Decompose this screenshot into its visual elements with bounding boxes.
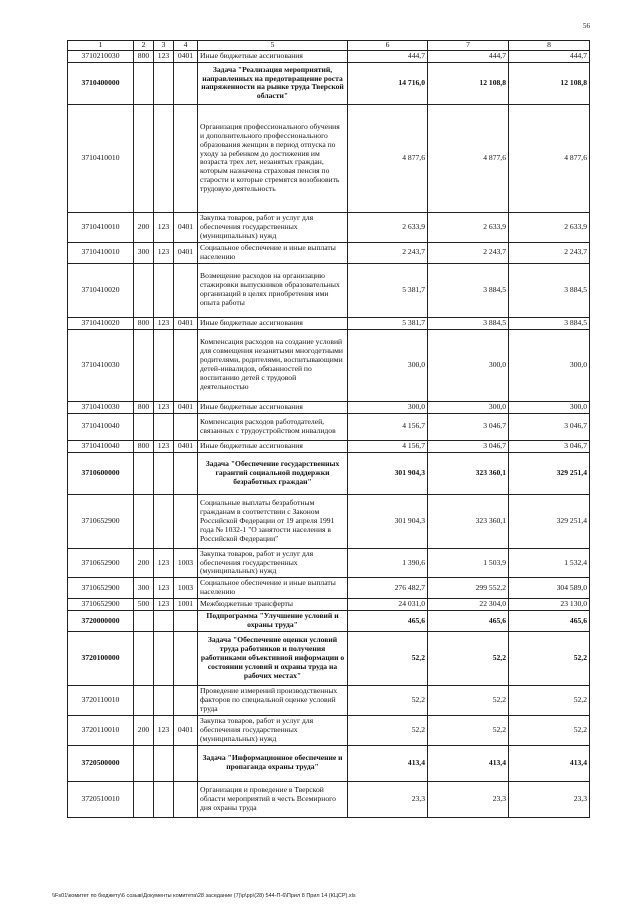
cell-amount-year1: 4 156,7 [348, 440, 428, 452]
cell-amount-year2: 23,3 [428, 781, 509, 817]
budget-table [67, 40, 590, 818]
cell-expense-type: 200 [134, 716, 154, 746]
cell-expense-type [134, 686, 154, 716]
cell-name: Иные бюджетные ассигнования [198, 317, 348, 329]
cell-amount-year3: 4 877,6 [509, 104, 590, 212]
cell-amount-year2: 413,4 [428, 745, 509, 781]
cell-amount-year3: 23,3 [509, 781, 590, 817]
cell-section: 0401 [174, 317, 198, 329]
cell-code: 3720510010 [68, 781, 134, 817]
cell-name: Подпрограмма "Улучшение условий и охраны труда" [198, 611, 348, 632]
cell-section [174, 452, 198, 494]
cell-expense-type [134, 104, 154, 212]
page-number: 56 [583, 22, 590, 30]
cell-section [174, 611, 198, 632]
cell-amount-year3: 3 884,5 [509, 317, 590, 329]
cell-code: 3720000000 [68, 611, 134, 632]
cell-section [174, 745, 198, 781]
cell-amount-year2: 444,7 [428, 51, 509, 63]
cell-amount-year3: 465,6 [509, 611, 590, 632]
cell-administrator [154, 632, 174, 686]
cell-name: Иные бюджетные ассигнования [198, 401, 348, 413]
cell-section [174, 632, 198, 686]
table-row [68, 212, 590, 242]
cell-section: 0401 [174, 242, 198, 263]
cell-section: 0401 [174, 51, 198, 63]
cell-amount-year2: 323 360,1 [428, 494, 509, 548]
cell-amount-year1: 1 390,6 [348, 548, 428, 578]
table-row [68, 317, 590, 329]
cell-expense-type [134, 263, 154, 317]
cell-code: 3720110010 [68, 686, 134, 716]
cell-administrator: 123 [154, 578, 174, 599]
cell-administrator [154, 413, 174, 440]
cell-administrator: 123 [154, 599, 174, 611]
header-cell: 4 [174, 41, 198, 51]
cell-name: Закупка товаров, работ и услуг для обеспечения государственных (муниципальных) нужд [198, 548, 348, 578]
cell-expense-type [134, 494, 154, 548]
cell-amount-year2: 3 884,5 [428, 317, 509, 329]
cell-amount-year3: 12 108,8 [509, 62, 590, 104]
cell-administrator [154, 745, 174, 781]
cell-amount-year3: 2 243,7 [509, 242, 590, 263]
cell-code: 3710652900 [68, 548, 134, 578]
cell-amount-year1: 14 716,0 [348, 62, 428, 104]
cell-amount-year2: 52,2 [428, 686, 509, 716]
cell-code: 3710210030 [68, 51, 134, 63]
cell-expense-type [134, 452, 154, 494]
cell-expense-type [134, 745, 154, 781]
cell-amount-year1: 4 877,6 [348, 104, 428, 212]
cell-amount-year1: 301 904,3 [348, 494, 428, 548]
cell-administrator: 123 [154, 548, 174, 578]
cell-amount-year1: 300,0 [348, 401, 428, 413]
cell-expense-type [134, 781, 154, 817]
cell-administrator [154, 781, 174, 817]
cell-expense-type [134, 62, 154, 104]
cell-amount-year3: 444,7 [509, 51, 590, 63]
table-row [68, 716, 590, 746]
header-cell: 8 [509, 41, 590, 51]
cell-code: 3710410020 [68, 263, 134, 317]
cell-section: 1003 [174, 578, 198, 599]
cell-amount-year1: 300,0 [348, 329, 428, 401]
cell-amount-year1: 52,2 [348, 632, 428, 686]
cell-code: 3710410010 [68, 104, 134, 212]
cell-section: 0401 [174, 440, 198, 452]
table-row [68, 62, 590, 104]
cell-amount-year1: 2 633,9 [348, 212, 428, 242]
table-row [68, 51, 590, 63]
cell-administrator [154, 452, 174, 494]
cell-name: Возмещение расходов на организацию стажировки выпускников образовательных организаций в целях приобретения ими опыта работы [198, 263, 348, 317]
cell-name: Компенсация расходов на создание условий для совмещения незанятыми многодетными родителями, родителями, воспитывающими детей-инвалидов, обязанностей по воспитанию детей с трудовой деятельностью [198, 329, 348, 401]
cell-code: 3710652900 [68, 599, 134, 611]
table-row [68, 632, 590, 686]
cell-administrator: 123 [154, 212, 174, 242]
cell-amount-year2: 3 046,7 [428, 440, 509, 452]
cell-amount-year1: 2 243,7 [348, 242, 428, 263]
table-row [68, 548, 590, 578]
cell-amount-year2: 52,2 [428, 632, 509, 686]
cell-section: 0401 [174, 212, 198, 242]
cell-administrator [154, 329, 174, 401]
table-row [68, 452, 590, 494]
cell-amount-year1: 52,2 [348, 716, 428, 746]
table-row [68, 494, 590, 548]
cell-amount-year3: 52,2 [509, 632, 590, 686]
cell-section [174, 104, 198, 212]
cell-name: Иные бюджетные ассигнования [198, 51, 348, 63]
cell-amount-year3: 52,2 [509, 686, 590, 716]
cell-administrator: 123 [154, 317, 174, 329]
cell-administrator [154, 263, 174, 317]
cell-amount-year2: 22 304,0 [428, 599, 509, 611]
cell-amount-year3: 23 130,0 [509, 599, 590, 611]
header-cell: 1 [68, 41, 134, 51]
table-row [68, 329, 590, 401]
cell-expense-type: 300 [134, 242, 154, 263]
cell-amount-year1: 444,7 [348, 51, 428, 63]
cell-amount-year3: 329 251,4 [509, 494, 590, 548]
cell-name: Социальное обеспечение и иные выплаты населению [198, 242, 348, 263]
cell-amount-year1: 5 381,7 [348, 263, 428, 317]
cell-amount-year3: 304 589,0 [509, 578, 590, 599]
cell-expense-type: 300 [134, 578, 154, 599]
cell-section: 1003 [174, 548, 198, 578]
cell-name: Задача "Обеспечение государственных гарантий социальной поддержки безработных граждан" [198, 452, 348, 494]
cell-code: 3710600000 [68, 452, 134, 494]
cell-section: 1001 [174, 599, 198, 611]
cell-name: Социальные выплаты безработным гражданам в соответствии с Законом Российской Федерации от 19 апреля 1991 года № 1032-1 "О занятости населения в Российской Федерации" [198, 494, 348, 548]
cell-name: Социальное обеспечение и иные выплаты населению [198, 578, 348, 599]
cell-amount-year3: 3 046,7 [509, 413, 590, 440]
cell-section: 0401 [174, 401, 198, 413]
cell-amount-year2: 465,6 [428, 611, 509, 632]
cell-code: 3710400000 [68, 62, 134, 104]
cell-expense-type: 800 [134, 440, 154, 452]
cell-amount-year3: 329 251,4 [509, 452, 590, 494]
table-row [68, 578, 590, 599]
cell-amount-year2: 323 360,1 [428, 452, 509, 494]
cell-amount-year2: 3 884,5 [428, 263, 509, 317]
cell-expense-type: 200 [134, 212, 154, 242]
cell-code: 3710410020 [68, 317, 134, 329]
cell-section [174, 413, 198, 440]
cell-amount-year1: 5 381,7 [348, 317, 428, 329]
cell-amount-year3: 413,4 [509, 745, 590, 781]
cell-section [174, 329, 198, 401]
cell-amount-year1: 52,2 [348, 686, 428, 716]
cell-expense-type: 800 [134, 317, 154, 329]
cell-section [174, 62, 198, 104]
table-row [68, 413, 590, 440]
cell-code: 3710410030 [68, 401, 134, 413]
header-cell: 7 [428, 41, 509, 51]
table-row [68, 263, 590, 317]
cell-amount-year1: 276 482,7 [348, 578, 428, 599]
cell-name: Организация профессионального обучения и дополнительного профессионального образования женщин в период отпуска по уходу за ребенком до достижения им возраста трех лет, незанятых граждан, которым назначена страховая пенсия по старости и которые стремятся возобновить трудовую деятельность [198, 104, 348, 212]
cell-amount-year3: 1 532,4 [509, 548, 590, 578]
cell-administrator [154, 494, 174, 548]
cell-expense-type [134, 413, 154, 440]
cell-name: Компенсация расходов работодателей, связанных с трудоустройством инвалидов [198, 413, 348, 440]
cell-name: Задача "Реализация мероприятий, направленных на предотвращение роста напряженности на рынке труда Тверской области" [198, 62, 348, 104]
cell-name: Закупка товаров, работ и услуг для обеспечения государственных (муниципальных) нужд [198, 716, 348, 746]
cell-amount-year1: 23,3 [348, 781, 428, 817]
cell-code: 3720500000 [68, 745, 134, 781]
cell-administrator: 123 [154, 51, 174, 63]
cell-name: Организация и проведение в Тверской области мероприятий в честь Всемирного дня охраны труда [198, 781, 348, 817]
cell-code: 3720110010 [68, 716, 134, 746]
cell-section [174, 781, 198, 817]
cell-administrator: 123 [154, 440, 174, 452]
cell-code: 3710652900 [68, 578, 134, 599]
header-cell: 3 [154, 41, 174, 51]
cell-amount-year3: 300,0 [509, 329, 590, 401]
cell-amount-year2: 300,0 [428, 329, 509, 401]
cell-amount-year3: 3 046,7 [509, 440, 590, 452]
table-row [68, 745, 590, 781]
cell-amount-year2: 2 243,7 [428, 242, 509, 263]
header-row [68, 41, 590, 51]
table-row [68, 686, 590, 716]
cell-amount-year2: 12 108,8 [428, 62, 509, 104]
header-cell: 2 [134, 41, 154, 51]
cell-name: Межбюджетные трансферты [198, 599, 348, 611]
cell-expense-type [134, 611, 154, 632]
cell-amount-year1: 413,4 [348, 745, 428, 781]
cell-administrator [154, 611, 174, 632]
cell-amount-year1: 465,6 [348, 611, 428, 632]
header-cell: 6 [348, 41, 428, 51]
cell-administrator [154, 686, 174, 716]
cell-code: 3710652900 [68, 494, 134, 548]
cell-amount-year2: 1 503,9 [428, 548, 509, 578]
cell-amount-year2: 52,2 [428, 716, 509, 746]
cell-amount-year3: 52,2 [509, 716, 590, 746]
cell-amount-year2: 4 877,6 [428, 104, 509, 212]
cell-amount-year2: 3 046,7 [428, 413, 509, 440]
cell-section [174, 494, 198, 548]
cell-administrator: 123 [154, 716, 174, 746]
table-body [68, 41, 590, 818]
cell-section [174, 686, 198, 716]
cell-amount-year3: 2 633,9 [509, 212, 590, 242]
cell-amount-year1: 4 156,7 [348, 413, 428, 440]
cell-amount-year3: 3 884,5 [509, 263, 590, 317]
header-cell: 5 [198, 41, 348, 51]
cell-administrator [154, 62, 174, 104]
cell-expense-type: 200 [134, 548, 154, 578]
cell-name: Закупка товаров, работ и услуг для обеспечения государственных (муниципальных) нужд [198, 212, 348, 242]
cell-expense-type [134, 329, 154, 401]
table-row [68, 599, 590, 611]
table-row [68, 781, 590, 817]
table-row [68, 401, 590, 413]
cell-code: 3710410010 [68, 242, 134, 263]
table-row [68, 104, 590, 212]
cell-administrator [154, 104, 174, 212]
cell-code: 3710410040 [68, 440, 134, 452]
cell-expense-type: 800 [134, 51, 154, 63]
cell-amount-year1: 301 904,3 [348, 452, 428, 494]
cell-expense-type [134, 632, 154, 686]
cell-amount-year2: 300,0 [428, 401, 509, 413]
cell-name: Иные бюджетные ассигнования [198, 440, 348, 452]
cell-amount-year3: 300,0 [509, 401, 590, 413]
cell-amount-year2: 299 552,2 [428, 578, 509, 599]
cell-section: 0401 [174, 716, 198, 746]
cell-administrator: 123 [154, 401, 174, 413]
table-row [68, 440, 590, 452]
cell-amount-year2: 2 633,9 [428, 212, 509, 242]
cell-code: 3710410030 [68, 329, 134, 401]
cell-expense-type: 800 [134, 401, 154, 413]
file-path-footer: \\Fs01\комитет по бюджету\6 созыв\Документы комитета\28 заседание (7)\р\рр\(28) 544-П-6\Прил 8 Прил 14 (КЦСР).xls [52, 893, 356, 899]
cell-code: 3710410010 [68, 212, 134, 242]
table-row [68, 242, 590, 263]
cell-name: Задача "Информационное обеспечение и пропаганда охраны труда" [198, 745, 348, 781]
cell-name: Проведение измерений производственных факторов по специальной оценке условий труда [198, 686, 348, 716]
cell-administrator: 123 [154, 242, 174, 263]
cell-expense-type: 500 [134, 599, 154, 611]
cell-code: 3710410040 [68, 413, 134, 440]
cell-name: Задача "Обеспечение оценки условий труда работников и получения работниками объективной информации о состоянии условий и охраны труда на рабочих местах" [198, 632, 348, 686]
table-row [68, 611, 590, 632]
cell-amount-year1: 24 031,0 [348, 599, 428, 611]
cell-code: 3720100000 [68, 632, 134, 686]
cell-section [174, 263, 198, 317]
